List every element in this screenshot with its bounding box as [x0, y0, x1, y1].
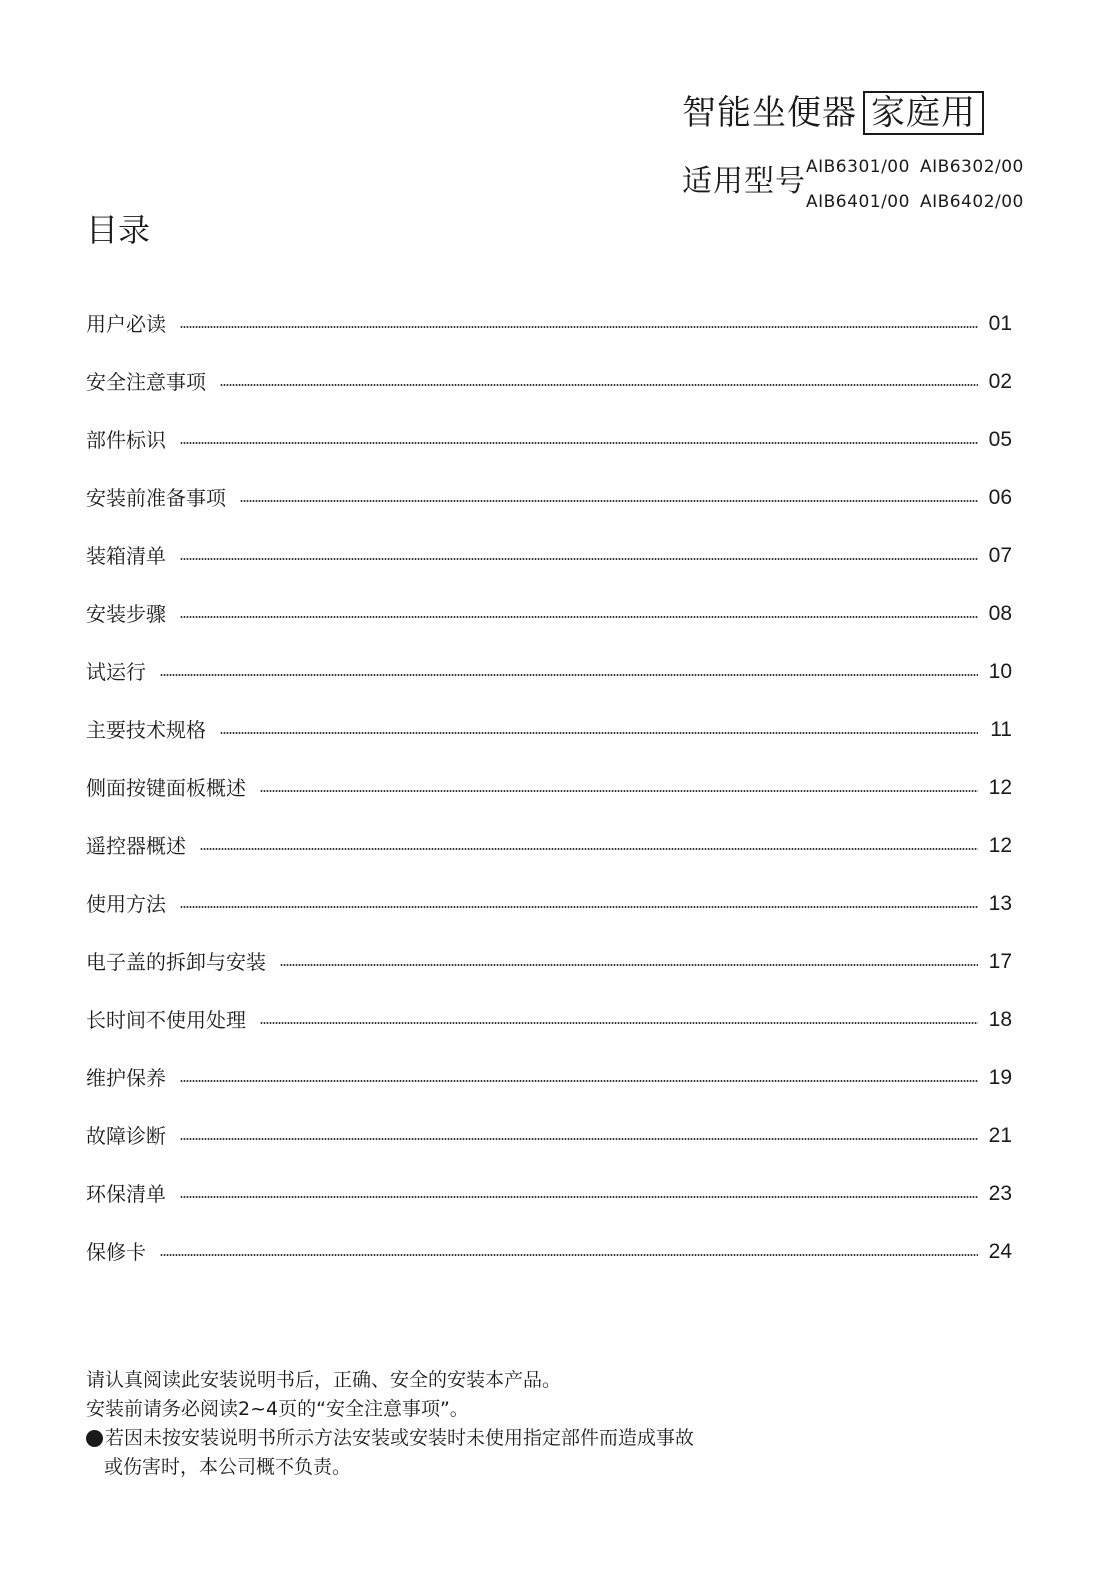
toc-entry[interactable] — [86, 455, 1012, 513]
toc-entry[interactable] — [86, 745, 1012, 803]
model-number: AIB6402/00 — [919, 192, 1024, 212]
bullet-icon — [86, 1430, 103, 1447]
toc-entry-page: 24 — [988, 1240, 1012, 1263]
toc-leader-dots — [180, 1196, 978, 1198]
toc-leader-dots — [180, 326, 978, 328]
toc-entry-label: 维护保养 — [86, 1066, 166, 1090]
toc-entry-label: 用户必读 — [86, 312, 166, 336]
toc-entry-label: 安装步骤 — [86, 602, 166, 626]
toc-leader-dots — [180, 906, 978, 908]
product-title: 智能坐便器 — [682, 93, 857, 133]
note-line: 请认真阅读此安装说明书后，正确、安全的安装本产品。 — [86, 1369, 562, 1391]
usage-tag: 家庭用 — [863, 91, 984, 135]
toc-leader-dots — [260, 1022, 978, 1024]
note-line: 安装前请务必阅读2~4页的“安全注意事项”。 — [86, 1398, 469, 1420]
toc-entry-page: 07 — [988, 544, 1012, 567]
toc-entry[interactable] — [86, 513, 1012, 571]
toc-entry[interactable] — [86, 861, 1012, 919]
toc-leader-dots — [220, 384, 978, 386]
toc-entry-page: 06 — [988, 486, 1012, 509]
toc-entry-page: 08 — [988, 602, 1012, 625]
toc-entry[interactable] — [86, 571, 1012, 629]
toc-entry-page: 21 — [988, 1124, 1012, 1147]
toc-entry-label: 部件标识 — [86, 428, 166, 452]
toc-entry[interactable] — [86, 397, 1012, 455]
toc-entry-label: 长时间不使用处理 — [86, 1008, 246, 1032]
toc-entry-page: 18 — [988, 1008, 1012, 1031]
toc-entry-label: 安装前准备事项 — [86, 486, 226, 510]
toc-entry-label: 保修卡 — [86, 1240, 146, 1264]
toc-leader-dots — [240, 500, 978, 502]
toc-entry[interactable] — [86, 629, 1012, 687]
toc-entry-label: 主要技术规格 — [86, 718, 206, 742]
toc-leader-dots — [180, 1138, 978, 1140]
toc-leader-dots — [160, 674, 978, 676]
toc-entry[interactable] — [86, 1093, 1012, 1151]
toc-entry-page: 10 — [988, 660, 1012, 683]
toc-entry-label: 侧面按键面板概述 — [86, 776, 246, 800]
toc-leader-dots — [220, 732, 978, 734]
toc-entry[interactable] — [86, 1209, 1012, 1267]
toc-entry-page: 01 — [988, 312, 1012, 335]
toc-entry-page: 05 — [988, 428, 1012, 451]
toc-entry[interactable] — [86, 339, 1012, 397]
toc-entry-label: 使用方法 — [86, 892, 166, 916]
toc-entry[interactable] — [86, 687, 1012, 745]
product-title-block — [682, 90, 984, 136]
model-number: AIB6302/00 — [919, 157, 1024, 177]
toc-entry[interactable] — [86, 1035, 1012, 1093]
toc-entry-page: 13 — [988, 892, 1012, 915]
toc-entry-label: 装箱清单 — [86, 544, 166, 568]
toc-entry-page: 23 — [988, 1182, 1012, 1205]
note-bullet-line — [86, 1424, 846, 1453]
toc-entry[interactable] — [86, 977, 1012, 1035]
model-number: AIB6401/00 — [806, 192, 910, 212]
toc-leader-dots — [260, 790, 978, 792]
toc-entry-label: 安全注意事项 — [86, 370, 206, 394]
toc-entry[interactable] — [86, 281, 1012, 339]
toc-leader-dots — [160, 1254, 978, 1256]
toc-entry[interactable] — [86, 1151, 1012, 1209]
model-line — [806, 156, 1024, 178]
toc-entry-page: 12 — [988, 834, 1012, 857]
toc-leader-dots — [200, 848, 978, 850]
toc-entry-label: 电子盖的拆卸与安装 — [86, 950, 266, 974]
toc-leader-dots — [180, 558, 978, 560]
model-number: AIB6301/00 — [806, 157, 910, 177]
notes-block — [86, 1366, 846, 1482]
toc-leader-dots — [180, 616, 978, 618]
toc-entry[interactable] — [86, 919, 1012, 977]
note-line: 若因未按安装说明书所示方法安装或安装时未使用指定部件而造成事故 — [105, 1427, 695, 1449]
toc-entry-label: 试运行 — [86, 660, 146, 684]
toc-leader-dots — [280, 964, 978, 966]
toc-entry-page: 11 — [990, 718, 1012, 741]
model-line — [806, 191, 1024, 213]
toc-entry-label: 遥控器概述 — [86, 834, 186, 858]
toc-entry-label: 环保清单 — [86, 1182, 166, 1206]
toc-entry-page: 19 — [988, 1066, 1012, 1089]
table-of-contents — [86, 281, 1012, 1267]
toc-heading: 目录 — [86, 211, 151, 249]
toc-entry[interactable] — [86, 803, 1012, 861]
toc-entry-page: 17 — [988, 950, 1012, 973]
note-line: 或伤害时，本公司概不负责。 — [104, 1456, 352, 1478]
models-label: 适用型号 — [682, 164, 806, 199]
toc-leader-dots — [180, 442, 978, 444]
toc-entry-page: 12 — [988, 776, 1012, 799]
toc-entry-label: 故障诊断 — [86, 1124, 166, 1148]
toc-entry-page: 02 — [988, 370, 1012, 393]
toc-leader-dots — [180, 1080, 978, 1082]
